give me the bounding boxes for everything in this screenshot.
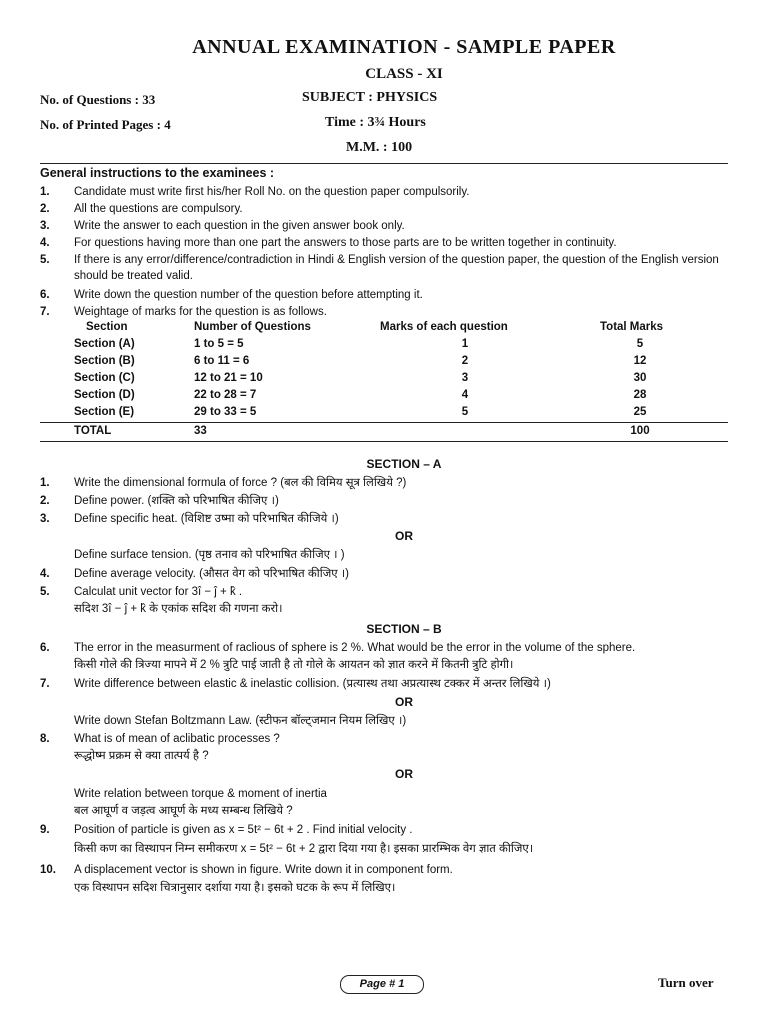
question-text: What is of mean of aclibatic processes ? bbox=[74, 733, 280, 745]
time-label: Time : 3¾ Hours bbox=[325, 115, 426, 130]
table-cell: 22 to 28 = 7 bbox=[194, 389, 257, 401]
table-cell: 29 to 33 = 5 bbox=[194, 406, 257, 418]
instruction-text: Write the answer to each question in the given answer book only. bbox=[74, 220, 405, 232]
or-separator: OR bbox=[395, 695, 413, 709]
question-text-hindi: सदिश 3î − ĵ + k̂ के एकांक सदिश की गणना करो। bbox=[74, 603, 283, 615]
table-cell: 3 bbox=[461, 372, 469, 384]
table-cell: TOTAL bbox=[74, 425, 112, 437]
page-number-badge: Page # 1 bbox=[340, 975, 424, 994]
question-text: Write relation between torque & moment of inertia bbox=[74, 788, 327, 800]
table-bottom-rule bbox=[40, 441, 728, 442]
table-cell: 100 bbox=[630, 425, 650, 437]
instruction-number: 2. bbox=[40, 203, 50, 215]
question-text-hindi: बल आघूर्ण व जड़त्व आघूर्ण के मध्य सम्बन्ध लिखिये ? bbox=[74, 805, 293, 817]
question-number: 3. bbox=[40, 513, 50, 525]
instruction-number: 7. bbox=[40, 306, 50, 318]
instruction-number: 1. bbox=[40, 186, 50, 198]
question-number: 2. bbox=[40, 495, 50, 507]
header-total: Total Marks bbox=[600, 321, 664, 333]
table-cell: 4 bbox=[461, 389, 469, 401]
class-label: CLASS - XI bbox=[365, 66, 443, 82]
table-cell: 12 to 21 = 10 bbox=[194, 372, 263, 384]
table-cell: 33 bbox=[194, 425, 207, 437]
question-number: 6. bbox=[40, 642, 50, 654]
page-count: No. of Printed Pages : 4 bbox=[40, 117, 171, 132]
question-text: Define power. (शक्ति को परिभाषित कीजिए ।) bbox=[74, 495, 279, 507]
question-text-hindi: रूद्धोष्म प्रक्रम से क्या तात्पर्य है ? bbox=[74, 750, 209, 762]
question-text: Write the dimensional formula of force ? (बल की विमिय सूत्र लिखिये ?) bbox=[74, 477, 407, 489]
subject-label: SUBJECT : PHYSICS bbox=[302, 90, 438, 105]
instruction-text: Write down the question number of the question before attempting it. bbox=[74, 289, 423, 301]
question-text: A displacement vector is shown in figure. Write down it in component form. bbox=[74, 864, 453, 876]
instruction-text: All the questions are compulsory. bbox=[74, 203, 243, 215]
table-cell: 1 bbox=[461, 338, 469, 350]
table-cell: 30 bbox=[633, 372, 647, 384]
question-number: 5. bbox=[40, 586, 50, 598]
table-cell: 5 bbox=[461, 406, 469, 418]
instruction-text: For questions having more than one part the answers to those parts are to be written together in continuity. bbox=[74, 237, 617, 249]
question-text: Define specific heat. (विशिष्ट उष्मा को परिभाषित कीजिये ।) bbox=[74, 513, 339, 525]
header-section: Section bbox=[86, 321, 128, 333]
question-text: Write down Stefan Boltzmann Law. (स्टीफन बॉल्ट्जमान नियम लिखिए ।) bbox=[74, 715, 407, 727]
exam-title: ANNUAL EXAMINATION - SAMPLE PAPER bbox=[192, 36, 616, 58]
question-text-hindi: एक विस्थापन सदिश चित्रानुसार दर्शाया गया है। इसको घटक के रूप में लिखिए। bbox=[74, 882, 396, 894]
question-text-hindi: किसी कण का विस्थापन निम्न समीकरण x = 5t² − 6t + 2 द्वारा दिया गया है। इसका प्रारम्भिक वेग ज्ञात कीजिए। bbox=[74, 843, 534, 855]
question-number: 1. bbox=[40, 477, 50, 489]
table-cell: Section (E) bbox=[74, 406, 135, 418]
question-count: No. of Questions : 33 bbox=[40, 92, 156, 107]
table-cell: 12 bbox=[633, 355, 647, 367]
instruction-text: Weightage of marks for the question is as follows. bbox=[74, 306, 327, 318]
table-cell: 2 bbox=[461, 355, 469, 367]
question-number: 9. bbox=[40, 824, 50, 836]
or-separator: OR bbox=[395, 529, 413, 543]
question-text-hindi: किसी गोले की त्रिज्या मापने में 2 % त्रुटि पाई जाती है तो गोले के आयतन को ज्ञात करने में कितनी त्रुटि होगी। bbox=[74, 659, 514, 671]
question-text: Calculat unit vector for 3î − ĵ + k̂ . bbox=[74, 586, 243, 598]
instruction-text: Candidate must write first his/her Roll No. on the question paper compulsorily. bbox=[74, 186, 470, 198]
section-a-heading: SECTION – A bbox=[366, 457, 442, 471]
question-text: The error in the measurment of raclious of sphere is 2 %. What would be the error in the volume of the sphere. bbox=[74, 642, 636, 654]
table-cell: Section (B) bbox=[74, 355, 135, 367]
table-cell: 5 bbox=[636, 338, 644, 350]
question-number: 4. bbox=[40, 568, 50, 580]
or-separator: OR bbox=[395, 767, 413, 781]
table-cell: 6 to 11 = 6 bbox=[194, 355, 250, 367]
section-b-heading: SECTION – B bbox=[366, 622, 442, 636]
question-text: Define surface tension. (पृष्ठ तनाव को परिभाषित कीजिए । ) bbox=[74, 549, 345, 561]
question-number: 7. bbox=[40, 678, 50, 690]
table-cell: 1 to 5 = 5 bbox=[194, 338, 244, 350]
table-cell: Section (D) bbox=[74, 389, 135, 401]
header-number: Number of Questions bbox=[194, 321, 311, 333]
instruction-number: 3. bbox=[40, 220, 50, 232]
question-text: Position of particle is given as x = 5t² − 6t + 2 . Find initial velocity . bbox=[74, 824, 413, 836]
max-marks: M.M. : 100 bbox=[346, 140, 413, 155]
question-text: Define average velocity. (औसत वेग को परिभाषित कीजिए ।) bbox=[74, 568, 349, 580]
header-marks-each: Marks of each question bbox=[380, 321, 508, 333]
instruction-number: 6. bbox=[40, 289, 50, 301]
instruction-text: If there is any error/difference/contradiction in Hindi & English version of the question paper, the question of the English version should be treated valid. bbox=[74, 254, 719, 282]
question-text: Write difference between elastic & inelastic collision. (प्रत्यास्थ तथा अप्रत्यास्थ टक्कर में अन्तर लिखिये ।) bbox=[74, 678, 551, 690]
table-divider bbox=[40, 422, 728, 423]
table-cell: 28 bbox=[633, 389, 647, 401]
instruction-number: 4. bbox=[40, 237, 50, 249]
instruction-number: 5. bbox=[40, 254, 50, 266]
instruction-item bbox=[40, 252, 730, 286]
turn-over-label: Turn over bbox=[658, 975, 714, 990]
header-divider bbox=[40, 163, 728, 164]
instructions-heading: General instructions to the examinees : bbox=[40, 166, 275, 180]
question-number: 10. bbox=[40, 864, 56, 876]
table-cell: Section (A) bbox=[74, 338, 135, 350]
question-number: 8. bbox=[40, 733, 50, 745]
table-cell: Section (C) bbox=[74, 372, 135, 384]
table-cell: 25 bbox=[633, 406, 647, 418]
